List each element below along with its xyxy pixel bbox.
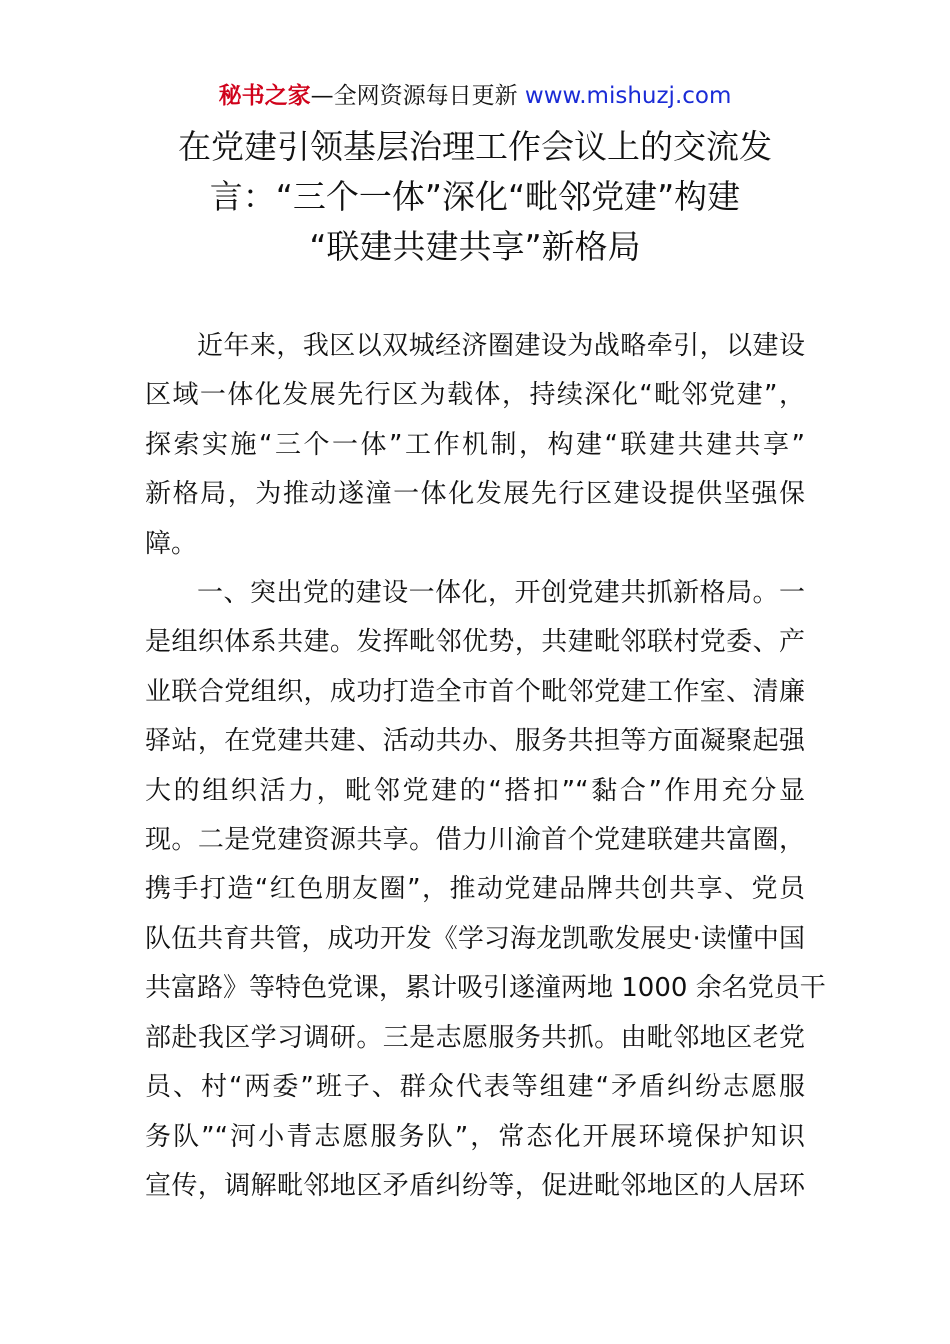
text-line: 近年来，我区以双城经济圈建设为战略牵引，以建设 — [197, 331, 805, 361]
text-line: 是组织体系共建。发挥毗邻优势，共建毗邻联村党委、产 — [145, 627, 805, 658]
title-line: “联建共建共享”新格局 — [309, 227, 641, 266]
document-body — [145, 322, 826, 1211]
text-line: 部赴我区学习调研。三是志愿服务共抓。由毗邻地区老党 — [145, 1022, 805, 1053]
text-line: 宣传，调解毗邻地区矛盾纠纷等，促进毗邻地区的人居环 — [145, 1170, 805, 1201]
brand-name: 秘书之家 — [218, 83, 311, 109]
site-url[interactable]: www.mishuzj.com — [517, 83, 732, 109]
text-line: 员、村“两委”班子、群众代表等组建“矛盾纠纷志愿服 — [145, 1072, 805, 1103]
text-line: 驿站，在党建共建、活动共办、服务共担等方面凝聚起强 — [145, 726, 805, 757]
text-line: 大的组织活力，毗邻党建的“搭扣”“黏合”作用充分显 — [145, 775, 805, 806]
text-line: 业联合党组织，成功打造全市首个毗邻党建工作室、清廉 — [145, 676, 805, 707]
paragraph-section-one — [145, 569, 826, 1211]
text-line: 共富路》等特色党课，累计吸引遂潼两地 1000 余名党员干 — [145, 973, 826, 1004]
document-title — [150, 122, 800, 272]
text-line: 携手打造“红色朋友圈”，推动党建品牌共创共享、党员 — [145, 874, 805, 905]
header-tagline: —全网资源每日更新 — [310, 83, 518, 109]
text-line: 区域一体化发展先行区为载体，持续深化“毗邻党建”， — [145, 380, 805, 411]
title-line: 在党建引领基层治理工作会议上的交流发 — [178, 127, 772, 166]
text-line: 障。 — [145, 528, 198, 559]
site-header — [0, 80, 950, 112]
text-line: 务队”“河小青志愿服务队”，常态化开展环境保护知识 — [145, 1121, 805, 1152]
title-line: 言：“三个一体”深化“毗邻党建”构建 — [209, 177, 741, 216]
text-line: 队伍共育共管，成功开发《学习海龙凯歌发展史·读懂中国 — [145, 923, 805, 954]
paragraph-intro — [145, 322, 805, 569]
text-line: 新格局，为推动遂潼一体化发展先行区建设提供坚强保 — [145, 479, 805, 510]
text-line: 一、突出党的建设一体化，开创党建共抓新格局。一 — [197, 578, 805, 609]
text-line: 探索实施“三个一体”工作机制，构建“联建共建共享” — [145, 429, 805, 460]
text-line: 现。二是党建资源共享。借力川渝首个党建联建共富圈， — [145, 825, 805, 856]
